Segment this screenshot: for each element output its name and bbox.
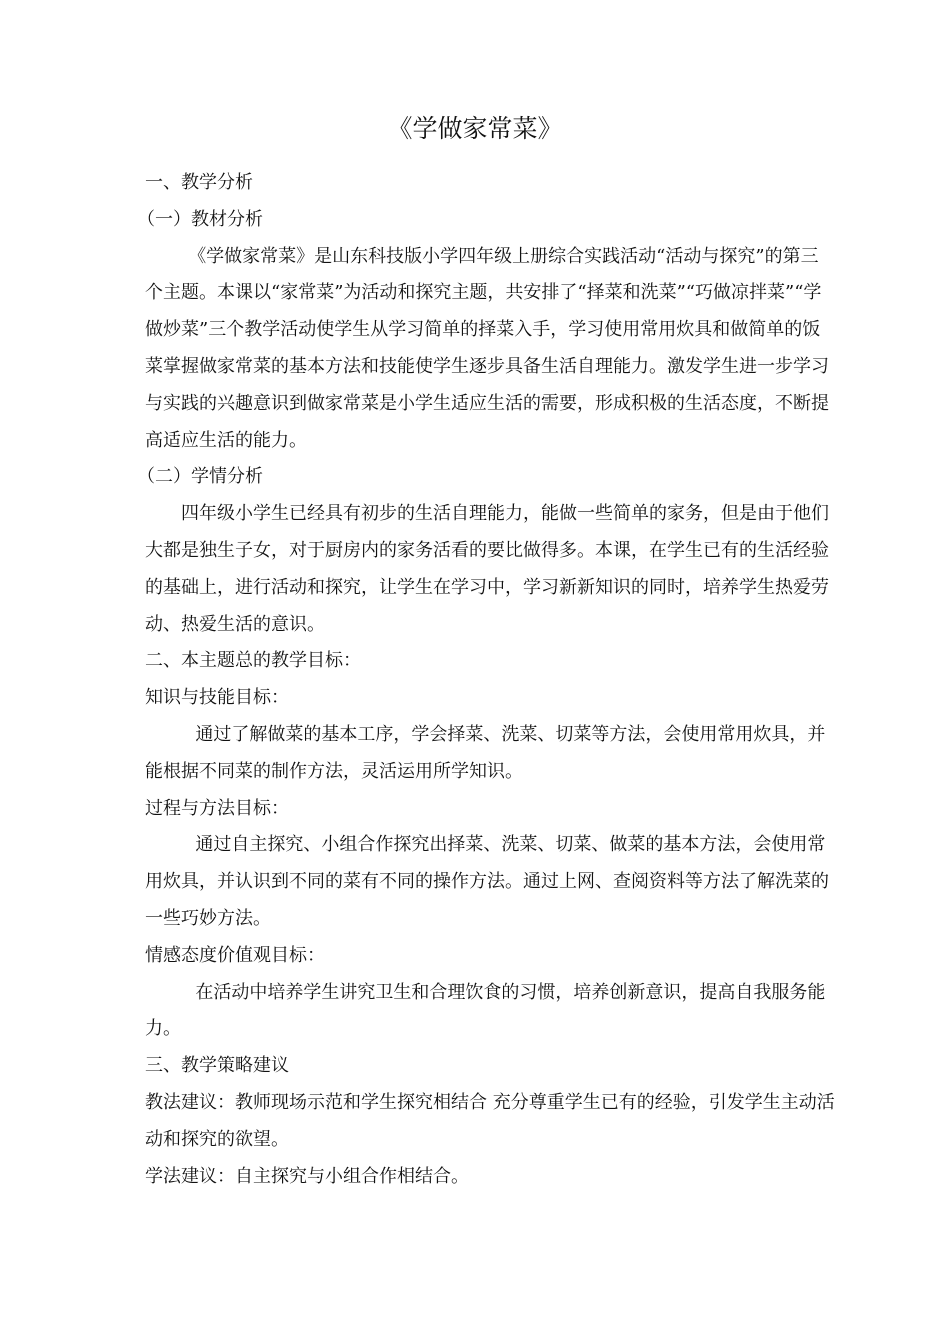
document-body	[137, 165, 835, 1195]
paragraph-student-analysis: 四年级小学生已经具有初步的生活自理能力，能做一些简单的家务，但是由于他们大都是独生子女，对于厨房内的家务活看的要比做得多。本课，在学生已有的生活经验的基础上，进行活动和探究，让学生在学习中，学习新新知识的同时，培养学生热爱劳动、热爱生活的意识。	[145, 503, 829, 635]
paragraph-process-method: 通过自主探究、小组合作探究出择菜、洗菜、切菜、做菜的基本方法，会使用常用炊具，并认识到不同的菜有不同的操作方法。通过上网、查阅资料等方法了解洗菜的一些巧妙方法。	[145, 834, 829, 929]
paragraph-emotion-values: 在活动中培养学生讲究卫生和合理饮食的习惯，培养创新意识，提高自我服务能力。	[145, 981, 826, 1040]
section-heading-teaching-analysis: 一、教学分析	[145, 172, 253, 193]
subsection-heading-material-analysis: （一）教材分析	[137, 208, 263, 230]
goal-label-knowledge-skills: 知识与技能目标：	[145, 687, 289, 709]
paragraph-learning-method: 学法建议：自主探究与小组合作相结合。	[145, 1165, 469, 1187]
goal-label-emotion-values: 情感态度价值观目标：	[145, 944, 325, 966]
section-heading-teaching-strategy: 三、教学策略建议	[145, 1055, 289, 1077]
paragraph-teaching-method: 教法建议：教师现场示范和学生探究相结合 充分尊重学生已有的经验，引发学生主动活动和探究的欲望。	[145, 1091, 835, 1150]
paragraph-knowledge-skills: 通过了解做菜的基本工序，学会择菜、洗菜、切菜等方法，会使用常用炊具，并能根据不同菜的制作方法，灵活运用所学知识。	[145, 723, 826, 782]
goal-label-process-method: 过程与方法目标：	[145, 797, 289, 819]
document-title: 《学做家常菜》	[387, 114, 563, 143]
section-heading-teaching-goals: 二、本主题总的教学目标：	[145, 650, 361, 672]
subsection-heading-student-analysis: （二）学情分析	[137, 466, 263, 488]
paragraph-material-analysis: 《学做家常菜》是山东科技版小学四年级上册综合实践活动“活动与探究”的第三个主题。本课以“家常菜”为活动和探究主题，共安排了“择菜和洗菜”“巧做凉拌菜”“学做炒菜”三个教学活动使学生从学习简单的择菜入手，学习使用常用炊具和做简单的饭菜掌握做家常菜的基本方法和技能使学生逐步具备生活自理能力。激发学生进一步学习与实践的兴趣意识到做家常菜是小学生适应生活的需要，形成积极的生活态度，不断提高适应生活的能力。	[145, 245, 829, 451]
